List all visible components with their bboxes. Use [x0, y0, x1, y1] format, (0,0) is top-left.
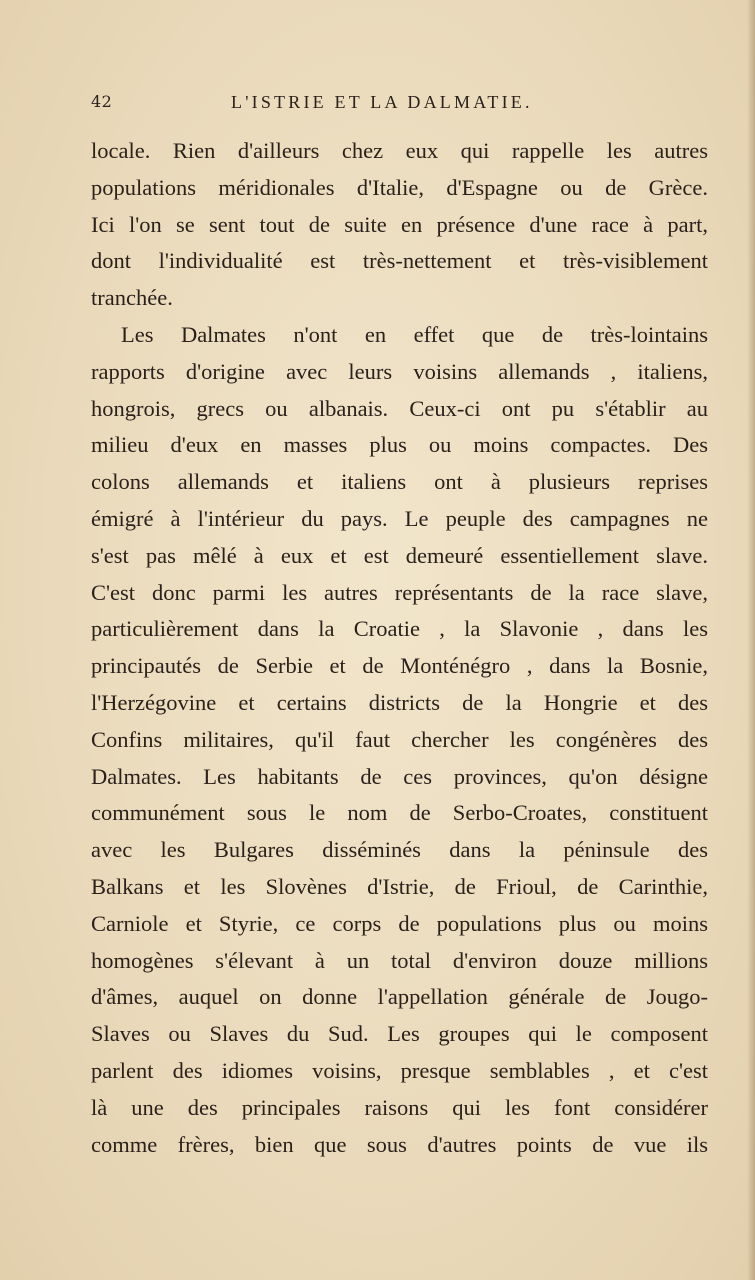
text-line: comme frères, bien que sous d'autres points de vue ils: [91, 1131, 708, 1157]
text-line: Dalmates. Les habitants de ces provinces, qu'on désigne: [91, 763, 708, 789]
text-line: principautés de Serbie et de Monténégro , dans la Bosnie,: [91, 653, 708, 679]
text-line: d'âmes, auquel on donne l'appellation générale de Jougo-: [91, 984, 708, 1010]
text-line: homogènes s'élevant à un total d'environ douze millions: [91, 947, 708, 973]
text-line: Slaves ou Slaves du Sud. Les groupes qui le composent: [91, 1021, 708, 1047]
paragraph-1: [91, 133, 708, 317]
text-line: Confins militaires, qu'il faut chercher les congénères des: [91, 726, 708, 752]
text-line: émigré à l'intérieur du pays. Le peuple des campagnes ne: [91, 505, 708, 531]
text-line: locale. Rien d'ailleurs chez eux qui rappelle les autres: [91, 138, 708, 163]
text-line: populations méridionales d'Italie, d'Espagne ou de Grèce.: [91, 174, 708, 200]
text-line: Carniole et Styrie, ce corps de populations plus ou moins: [91, 910, 708, 936]
text-line: l'Herzégovine et certains districts de la Hongrie et des: [91, 689, 708, 715]
running-title: L'ISTRIE ET LA DALMATIE.: [231, 92, 533, 112]
text-line: Ici l'on se sent tout de suite en présence d'une race à part,: [91, 211, 708, 237]
text-line: tranchée.: [91, 285, 173, 311]
text-line: hongrois, grecs ou albanais. Ceux-ci ont pu s'établir au: [91, 395, 708, 421]
text-line: parlent des idiomes voisins, presque semblables , et c'est: [91, 1057, 708, 1083]
text-line: s'est pas mêlé à eux et est demeuré essentiellement slave.: [91, 542, 708, 568]
text-line: communément sous le nom de Serbo-Croates, constituent: [91, 800, 708, 826]
page-header: [91, 90, 708, 114]
text-line: colons allemands et italiens ont à plusieurs reprises: [91, 469, 708, 495]
body-text: [91, 133, 708, 1163]
text-line: rapports d'origine avec leurs voisins allemands , italiens,: [91, 358, 708, 384]
page-number: 42: [91, 92, 113, 111]
text-line: particulièrement dans la Croatie , la Slavonie , dans les: [91, 616, 708, 642]
text-line: Les Dalmates n'ont en effet que de très-lointains: [121, 321, 708, 347]
text-line: là une des principales raisons qui les font considérer: [91, 1094, 708, 1120]
text-line: avec les Bulgares disséminés dans la péninsule des: [91, 837, 708, 863]
page-edge-shadow: [747, 0, 755, 1280]
text-line: milieu d'eux en masses plus ou moins compactes. Des: [91, 432, 708, 458]
text-line: Balkans et les Slovènes d'Istrie, de Frioul, de Carinthie,: [91, 873, 708, 899]
text-line: C'est donc parmi les autres représentants de la race slave,: [91, 579, 708, 605]
text-line: dont l'individualité est très-nettement et très-visiblement: [91, 248, 708, 274]
paragraph-2: [91, 317, 708, 1163]
